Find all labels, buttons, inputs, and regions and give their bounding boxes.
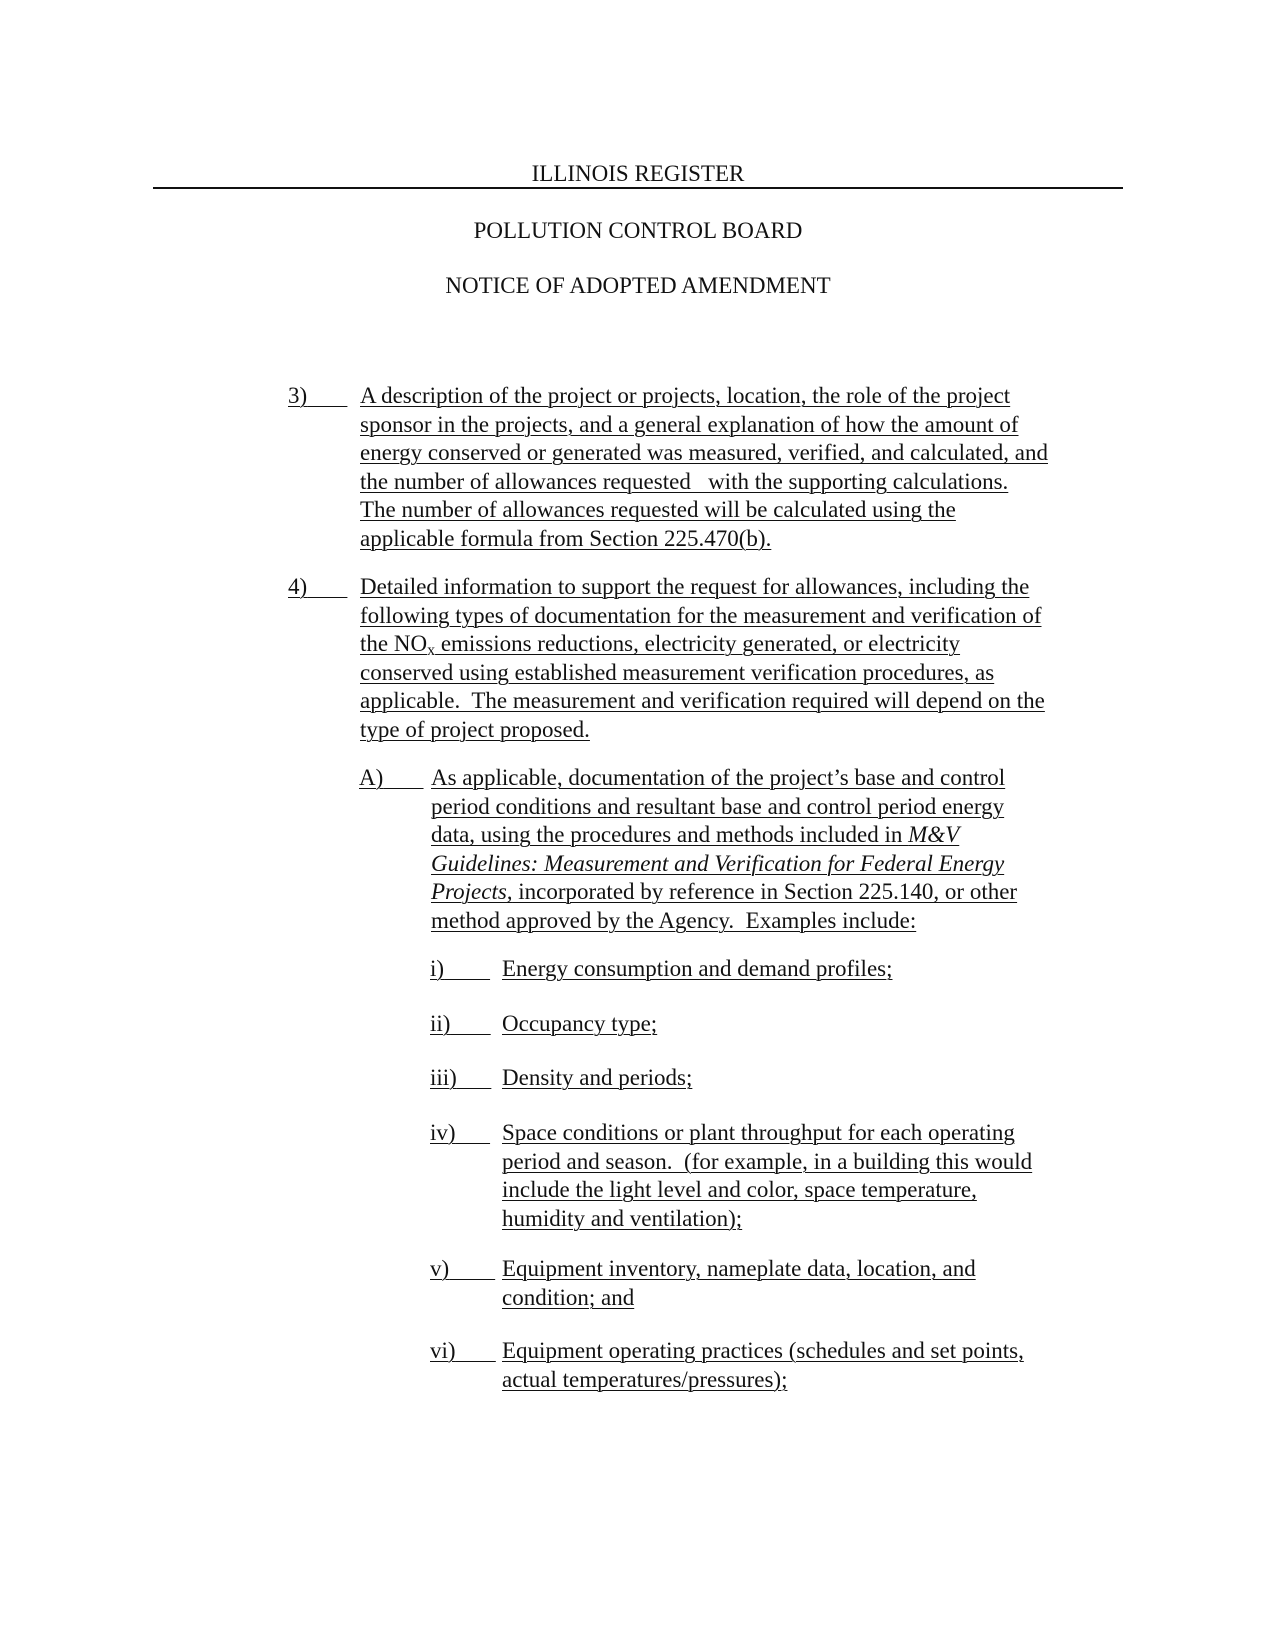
subitem-label: iv) xyxy=(430,1120,456,1145)
subitem-line: humidity and ventilation); xyxy=(502,1205,743,1231)
subitem-line: condition; and xyxy=(502,1284,635,1310)
item-a-line: data, using the procedures and methods included in M&V xyxy=(431,822,960,848)
subitem-line: period and season. (for example, in a building this would xyxy=(502,1148,1033,1174)
subitem-text xyxy=(502,1255,976,1312)
item-4-label: 4) xyxy=(288,574,308,599)
item-a-line: Projects, incorporated by reference in Section 225.140, or other xyxy=(431,879,1018,905)
subitem-text xyxy=(502,1337,1024,1394)
subitem-line: Occupancy type; xyxy=(502,1011,658,1036)
subitem-line: actual temperatures/pressures); xyxy=(502,1366,788,1392)
item-a-line: period conditions and resultant base and control period energy xyxy=(431,793,1005,819)
header-rule xyxy=(153,187,1123,189)
item-4-line: conserved using established measurement verification procedures, as xyxy=(360,659,995,685)
item-a-label: A) xyxy=(359,765,384,790)
item-4-line: the $NO_x$ emissions reductions, electricity generated, or electricity xyxy=(360,631,961,660)
item-3-line: applicable formula from Section 225.470(b). xyxy=(360,525,772,551)
item-3-line: the number of allowances requested with the supporting calculations. xyxy=(360,468,1009,494)
subitem-label: ii) xyxy=(430,1011,451,1036)
subitem-line: Density and periods; xyxy=(502,1065,693,1090)
item-3-line: The number of allowances requested will be calculated using the xyxy=(360,497,956,523)
subitem-label: iii) xyxy=(430,1065,457,1090)
board-title: POLLUTION CONTROL BOARD xyxy=(473,218,803,243)
subitem-line: Energy consumption and demand profiles; xyxy=(502,956,893,981)
item-4-line: applicable. The measurement and verification required will depend on the xyxy=(360,688,1045,714)
subitem-text xyxy=(502,1064,692,1093)
subitem-text xyxy=(502,1119,1032,1233)
item-a-text xyxy=(431,764,1017,936)
notice-title: NOTICE OF ADOPTED AMENDMENT xyxy=(445,273,831,298)
item-3-text xyxy=(360,382,1048,554)
item-4-line: type of project proposed. xyxy=(360,716,590,742)
subitem-line: Space conditions or plant throughput for each operating xyxy=(502,1120,1015,1145)
item-a-line: method approved by the Agency. Examples include: xyxy=(431,907,917,933)
register-title: ILLINOIS REGISTER xyxy=(531,161,745,186)
subitem-text xyxy=(502,1010,657,1039)
subitem-line: include the light level and color, space temperature, xyxy=(502,1177,977,1203)
subitem-text xyxy=(502,955,893,984)
subitem-line: Equipment inventory, nameplate data, location, and xyxy=(502,1256,976,1281)
subitem-line: Equipment operating practices (schedules and set points, xyxy=(502,1338,1024,1363)
item-3-label: 3) xyxy=(288,383,308,408)
item-4-text xyxy=(360,573,1045,745)
item-a-line: Guidelines: Measurement and Verification for Federal Energy xyxy=(431,850,1005,876)
subitem-label: i) xyxy=(430,956,445,981)
item-4-line: following types of documentation for the measurement and verification of xyxy=(360,602,1042,628)
subitem-label: vi) xyxy=(430,1338,456,1363)
item-4-line: Detailed information to support the request for allowances, including the xyxy=(360,574,1030,599)
item-a-line: As applicable, documentation of the project’s base and control xyxy=(431,765,1006,790)
item-3-line: energy conserved or generated was measured, verified, and calculated, and xyxy=(360,440,1048,466)
subitem-label: v) xyxy=(430,1256,450,1281)
item-3-line: A description of the project or projects, location, the role of the project xyxy=(360,383,1011,408)
item-3-line: sponsor in the projects, and a general explanation of how the amount of xyxy=(360,411,1019,437)
